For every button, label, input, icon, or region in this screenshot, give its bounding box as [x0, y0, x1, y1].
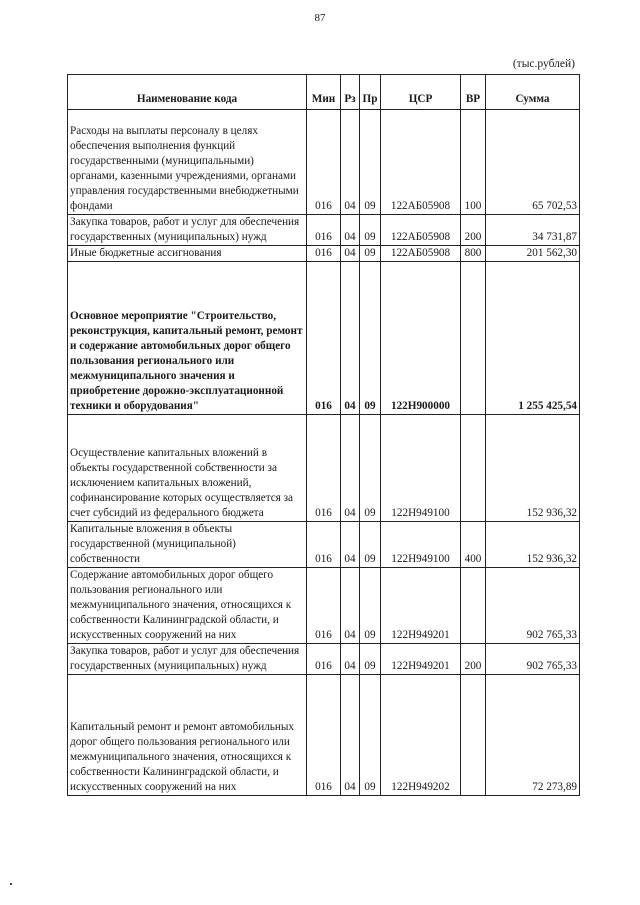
table-row — [68, 415, 580, 522]
row-min: 016 — [307, 522, 341, 568]
budget-table — [67, 74, 580, 796]
row-sum: 902 765,33 — [486, 644, 580, 675]
row-sum: 902 765,33 — [486, 568, 580, 644]
header-name: Наименование кода — [68, 75, 307, 110]
row-sum: 72 273,89 — [486, 675, 580, 796]
row-min: 016 — [307, 568, 341, 644]
row-pr: 09 — [360, 644, 381, 675]
row-csr: 122Н949201 — [381, 644, 461, 675]
row-min: 016 — [307, 675, 341, 796]
row-vr: 100 — [461, 110, 486, 215]
row-pr: 09 — [360, 262, 381, 415]
table-row-main-event — [68, 262, 580, 415]
table-row — [68, 675, 580, 796]
row-name: Закупка товаров, работ и услуг для обеспечения государственных (муниципальных) нужд — [68, 215, 307, 246]
table-row — [68, 568, 580, 644]
row-rz: 04 — [341, 415, 360, 522]
row-sum: 152 936,32 — [486, 415, 580, 522]
table-row — [68, 110, 580, 215]
row-name: Основное мероприятие "Строительство, реконструкция, капитальный ремонт, ремонт и содержание автомобильных дорог общего пользования регионального или межмуниципального значения и приобретение дорожно-эксплуатационной техники и оборудования" — [68, 262, 307, 415]
page-number: 87 — [314, 12, 326, 24]
row-pr: 09 — [360, 415, 381, 522]
row-min: 016 — [307, 644, 341, 675]
row-name: Расходы на выплаты персоналу в целях обеспечения выполнения функций государственными (муниципальными) органами, казенными учреждениями, органами управления государственными внебюджетными фондами — [68, 110, 307, 215]
row-rz: 04 — [341, 246, 360, 262]
row-rz: 04 — [341, 215, 360, 246]
row-min: 016 — [307, 262, 341, 415]
row-name: Осуществление капитальных вложений в объекты государственной собственности за исключением капитальных вложений, софинансирование которых осуществляется за счет субсидий из федерального бюджета — [68, 415, 307, 522]
row-csr: 122Н949100 — [381, 522, 461, 568]
row-pr: 09 — [360, 246, 381, 262]
row-name: Содержание автомобильных дорог общего пользования регионального или межмуниципального значения, относящихся к собственности Калининградской области, и искусственных сооружений на них — [68, 568, 307, 644]
header-sum: Сумма — [486, 75, 580, 110]
scan-mark — [10, 883, 12, 885]
row-min: 016 — [307, 110, 341, 215]
table-row — [68, 215, 580, 246]
row-csr: 122Н949201 — [381, 568, 461, 644]
row-pr: 09 — [360, 568, 381, 644]
row-vr — [461, 568, 486, 644]
row-sum: 201 562,30 — [486, 246, 580, 262]
table-row — [68, 246, 580, 262]
row-pr: 09 — [360, 675, 381, 796]
table-row — [68, 644, 580, 675]
table-row — [68, 522, 580, 568]
row-vr — [461, 415, 486, 522]
row-vr — [461, 675, 486, 796]
row-csr: 122Н949202 — [381, 675, 461, 796]
row-rz: 04 — [341, 568, 360, 644]
row-vr — [461, 262, 486, 415]
row-min: 016 — [307, 215, 341, 246]
row-rz: 04 — [341, 110, 360, 215]
row-rz: 04 — [341, 262, 360, 415]
row-csr: 122Н949100 — [381, 415, 461, 522]
row-rz: 04 — [341, 675, 360, 796]
row-csr: 122Н900000 — [381, 262, 461, 415]
row-csr: 122АБ05908 — [381, 110, 461, 215]
header-vr: ВР — [461, 75, 486, 110]
header-rz: Рз — [341, 75, 360, 110]
row-pr: 09 — [360, 215, 381, 246]
table-header-row — [68, 75, 580, 110]
row-name: Закупка товаров, работ и услуг для обеспечения государственных (муниципальных) нужд — [68, 644, 307, 675]
row-pr: 09 — [360, 522, 381, 568]
row-min: 016 — [307, 246, 341, 262]
row-csr: 122АБ05908 — [381, 215, 461, 246]
row-vr: 200 — [461, 215, 486, 246]
row-sum: 34 731,87 — [486, 215, 580, 246]
row-min: 016 — [307, 415, 341, 522]
units-label: (тыс.рублей) — [512, 58, 575, 70]
row-sum: 1 255 425,54 — [486, 262, 580, 415]
row-rz: 04 — [341, 522, 360, 568]
header-min: Мин — [307, 75, 341, 110]
row-name: Иные бюджетные ассигнования — [68, 246, 307, 262]
row-pr: 09 — [360, 110, 381, 215]
row-vr: 400 — [461, 522, 486, 568]
row-name: Капитальные вложения в объекты государственной (муниципальной) собственности — [68, 522, 307, 568]
row-vr: 800 — [461, 246, 486, 262]
row-vr: 200 — [461, 644, 486, 675]
header-pr: Пр — [360, 75, 381, 110]
row-sum: 152 936,32 — [486, 522, 580, 568]
header-csr: ЦСР — [381, 75, 461, 110]
row-name: Капитальный ремонт и ремонт автомобильных дорог общего пользования регионального или межмуниципального значения, относящихся к собственности Калининградской области, и искусственных сооружений на них — [68, 675, 307, 796]
row-rz: 04 — [341, 644, 360, 675]
row-csr: 122АБ05908 — [381, 246, 461, 262]
row-sum: 65 702,53 — [486, 110, 580, 215]
